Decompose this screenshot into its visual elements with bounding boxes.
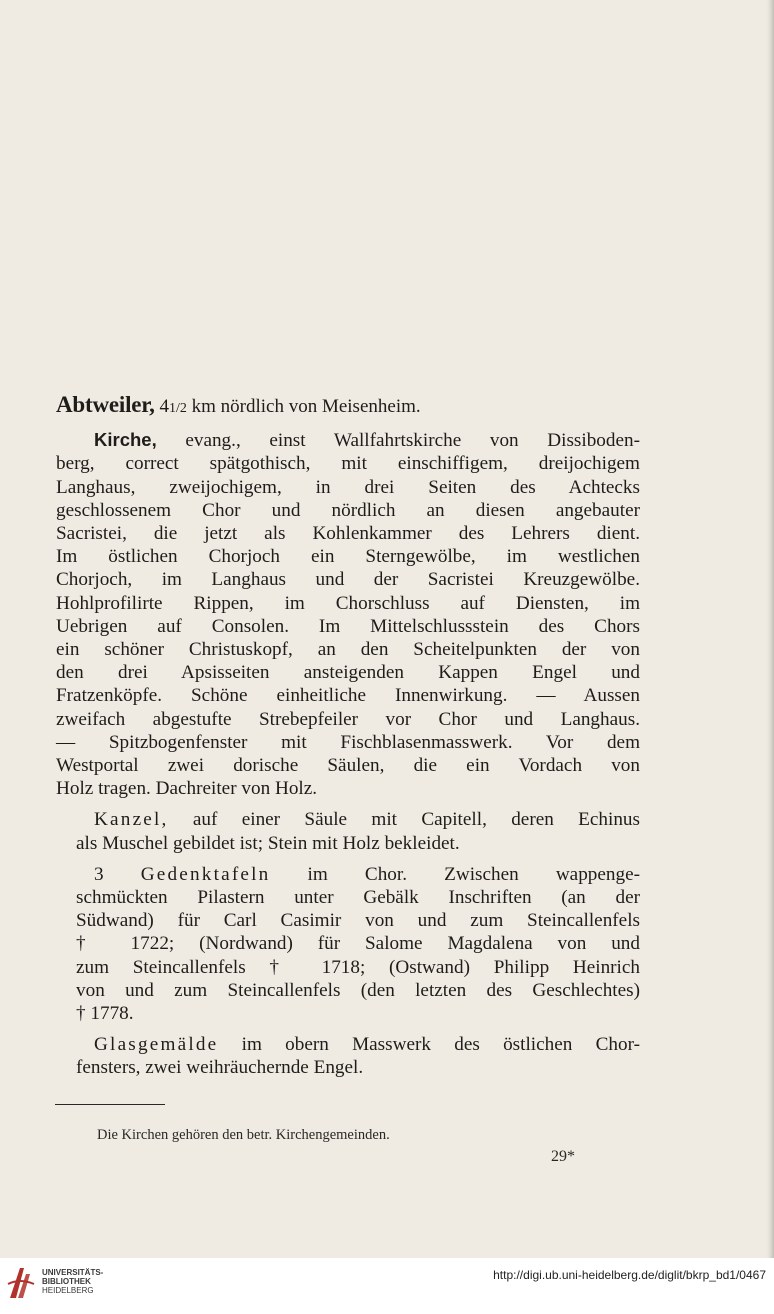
distance-fraction: 1/2 [168, 401, 187, 416]
text-line: als Muschel gebildet ist; Stein mit Holz bekleidet. [76, 832, 460, 854]
library-name-line2: BIBLIOTHEK [42, 1277, 91, 1286]
distance-number: 4 [159, 396, 169, 417]
text-line: Holz tragen. Dachreiter von Holz. [56, 778, 318, 800]
text-line: Sacristei, die jetzt als Kohlenkammer des Lehrers dient. [56, 523, 640, 545]
paragraph-gedenktafeln [56, 863, 640, 1025]
text-line: † 1722; (Nordwand) für Salome Magdalena von und [76, 933, 640, 955]
text-line: Im östlichen Chorjoch ein Sterngewölbe, im westlichen [56, 546, 640, 568]
text-line: Fratzenköpfe. Schöne einheitliche Innenwirkung. — Aussen [56, 685, 640, 707]
entry-heading [56, 393, 640, 420]
text-line: Westportal zwei dorische Säulen, die ein Vordach von [56, 755, 640, 777]
text-line: zweifach abgestufte Strebepfeiler vor Chor und Langhaus. [56, 708, 640, 730]
paragraph-kanzel [56, 808, 640, 854]
text-line: — Spitzbogenfenster mit Fischblasenmasswerk. Vor dem [56, 731, 640, 753]
paragraph-glasgemaelde [56, 1033, 640, 1079]
place-name: Abtweiler, [56, 392, 155, 417]
term-glasgemaelde: Glasgemälde [94, 1034, 219, 1056]
library-name [42, 1268, 103, 1295]
heidelberg-university-library-logo-icon [6, 1264, 36, 1302]
text-line: Kanzel, auf einer Säule mit Capitell, deren Echinus [94, 809, 640, 831]
text-line: fensters, zwei weihräuchernde Engel. [76, 1057, 364, 1079]
text-line: zum Steincallenfels † 1718; (Ostwand) Philipp Heinrich [76, 956, 640, 978]
term-kanzel: Kanzel, [94, 809, 169, 831]
text-line: Kirche, evang., einst Wallfahrtskirche von Dissiboden- [94, 429, 640, 452]
text-line: schmückten Pilastern unter Gebälk Inschriften (an der [76, 887, 640, 909]
permalink-url[interactable]: http://digi.ub.uni-heidelberg.de/diglit/bkrp_bd1/0467 [493, 1268, 766, 1282]
footnote: Die Kirchen gehören den betr. Kirchengemeinden. [97, 1127, 390, 1143]
text-line: ein schöner Christuskopf, an den Scheitelpunkten der von [56, 639, 640, 661]
text-line: 3 Gedenktafeln im Chor. Zwischen wappenge- [94, 863, 640, 885]
text-line: Hohlprofilirte Rippen, im Chorschluss auf Diensten, im [56, 592, 640, 614]
text-line: den drei Apsisseiten ansteigenden Kappen Engel und [56, 662, 640, 684]
library-name-line3: HEIDELBERG [42, 1286, 94, 1295]
paragraph-kirche [56, 428, 640, 800]
heading-rest: km nördlich von Meisenheim. [186, 396, 421, 417]
page-number: 29* [551, 1148, 575, 1165]
text-line: † 1778. [76, 1003, 134, 1025]
term-gedenktafeln: Gedenktafeln [140, 863, 271, 885]
main-text [56, 393, 640, 1080]
text-line: Langhaus, zweijochigem, in drei Seiten des Achtecks [56, 476, 640, 498]
text-line: berg, correct spätgothisch, mit einschiffigem, dreijochigem [56, 453, 640, 475]
text-line: Chorjoch, im Langhaus und der Sacristei Kreuzgewölbe. [56, 569, 640, 591]
text-line: Glasgemälde im obern Masswerk des östlichen Chor- [94, 1034, 640, 1056]
text-line: von und zum Steincallenfels (den letzten des Geschlechtes) [76, 979, 640, 1001]
footnote-rule [55, 1104, 165, 1105]
text-line: Uebrigen auf Consolen. Im Mittelschlussstein des Chors [56, 615, 640, 637]
term-kirche: Kirche, [94, 429, 157, 451]
library-name-line1: UNIVERSITÄTS- [42, 1268, 104, 1277]
text-line: Südwand) für Carl Casimir von und zum Steincallenfels [76, 910, 640, 932]
text-line: geschlossenem Chor und nördlich an diesen angebauter [56, 499, 640, 521]
viewer-footer [0, 1258, 774, 1314]
